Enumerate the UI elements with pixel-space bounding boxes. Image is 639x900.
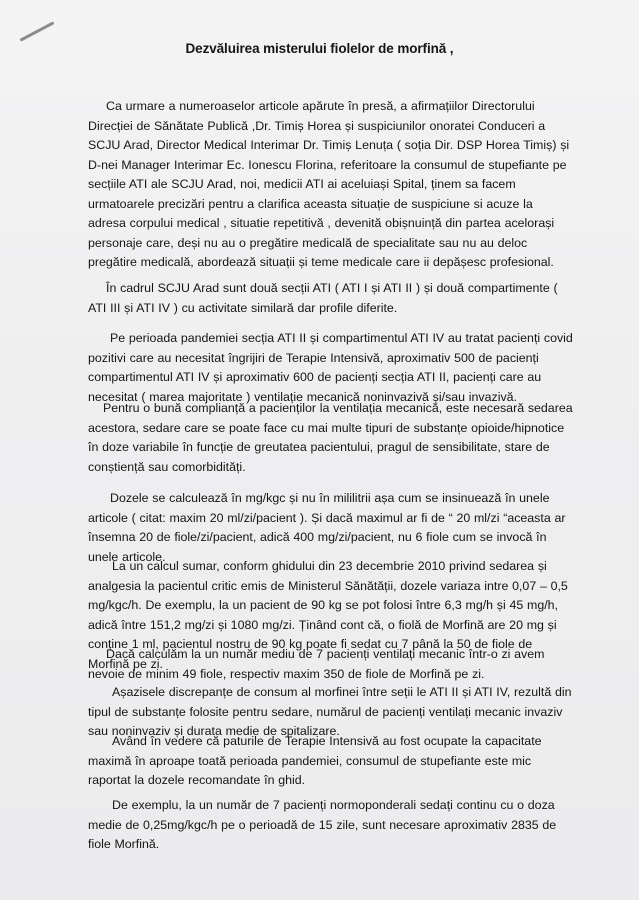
paragraph-4: Pentru o bună complianță a pacienților la ventilația mecanică, este necesară sedarea acestora, sedare care se poate face cu mai multe tipuri de substanțe opioide/hipnotice în doze variabile în funcție de greutatea pacientului, pragul de sensibilitate, stare de conștiență sau comorbidități.	[88, 401, 573, 474]
paragraph-5: Dozele se calculează în mg/kgc și nu în mililitrii așa cum se insinuează în unele articole ( citat: maxim 20 ml/zi/pacient ). Și dacă maximul ar fi de “ 20 ml/zi “aceasta ar însemna 20 de fiole/zi/pacient, adică 400 mg/zi/pacient, nu 6 fiole cum se invocă în unele articole.	[88, 491, 566, 564]
paragraph-2: În cadrul SCJU Arad sunt două secții ATI ( ATI I și ATI II ) și două compartimente ( ATI III și ATI IV ) cu activitate similară dar profile diferite.	[88, 281, 558, 315]
paragraph-10: De exemplu, la un număr de 7 pacienți normoponderali sedați continu cu o doza medie de 0,25mg/kgc/h pe o perioadă de 15 zile, sunt necesare aproximativ 2835 de fiole Morfină.	[88, 798, 557, 851]
paragraph-9: Având în vedere că paturile de Terapie Intensivă au fost ocupate la capacitate maximă în aproape toată perioada pandemiei, consumul de stupefiante este mic raportat la dozele recomandate în ghid.	[88, 734, 542, 787]
paragraph-3: Pe perioada pandemiei secția ATI II și compartimentul ATI IV au tratat pacienți covid pozitivi care au necesitat îngrijiri de Terapie Intensivă, aproximativ 500 de pacienți compartimentul ATI IV și aproximativ 600 de pacienți secția ATI II, pacienți care au necesitat ( marea majoritate ) ventilație mecanică noninvazivă și/sau invazivă.	[88, 331, 573, 404]
pen-mark	[20, 21, 55, 41]
paragraph-7: Dacă calculăm la un număr mediu de 7 pacienți ventilați mecanic într-o zi avem nevoie de minim 49 fiole, respectiv maxim 350 de fiole de Morfină pe zi.	[88, 647, 545, 681]
paragraph-8: Așazisele discrepanțe de consum al morfinei între seții le ATI II și ATI IV, rezultă din tipul de substanțe folosite pentru sedare, numărul de pacienți ventilați mecanic invaziv sau noninvaziv și durata medie de spitalizare.	[88, 685, 572, 738]
paragraph-1: Ca urmare a numeroaselor articole apărute în presă, a afirmațiilor Directorului Direcției de Sănătate Publică ,Dr. Timiș Horea și suspiciunilor onoratei Conduceri a SCJU Arad, Director Medical Interimar Dr. Timiș Lenuța ( soția Dir. DSP Horea Timiș) și D-nei Manager Interimar Ec. Ionescu Florina, referitoare la consumul de stupefiante pe secțiile ATI ale SCJU Arad, noi, medicii ATI ai aceluiași Spital, ținem sa facem urmatoarele precizări pentru a clarifica aceasta situație de suspiciune si acuze la adresa corpului medical , situatie repetitivă , devenită obișnuință din partea acelorași personaje care, deși nu au o pregătire medicală de specialitate sau nu au deloc pregătire medicală, abordează situații și teme medicale care ii depășesc profesional.	[88, 99, 570, 269]
paragraph-6: La un calcul sumar, conform ghidului din 23 decembrie 2010 privind sedarea și analgesia la pacientul critic emis de Ministerul Sănătății, dozele variaza intre 0,07 – 0,5 mg/kgc/h. De exemplu, la un pacient de 90 kg se pot folosi între 6,3 mg/h și 45 mg/h, adică între 151,2 mg/zi și 1080 mg/zi. Ținând cont că, o fiolă de Morfină are 20 mg și conține 1 ml, pacientul nostru de 90 kg poate fi sedat cu 7 până la 50 de fiole de Morfină pe zi.	[88, 559, 568, 671]
document-title: Dezvăluirea misterului fiolelor de morfină ,	[185, 41, 454, 56]
